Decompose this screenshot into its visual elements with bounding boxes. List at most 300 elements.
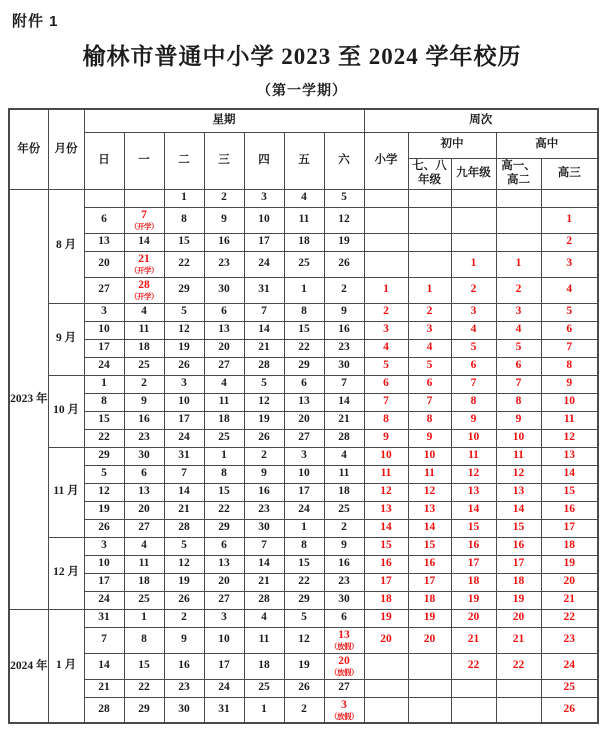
calendar-body	[9, 189, 598, 723]
date-cell: 3	[284, 447, 324, 465]
date-number: 20	[338, 655, 350, 668]
date-cell: 16	[244, 483, 284, 501]
date-cell	[124, 251, 164, 277]
week-number-cell: 13	[496, 483, 541, 501]
month-cell: 11 月	[48, 447, 84, 537]
calendar-row	[9, 411, 598, 429]
date-cell: 2	[164, 609, 204, 627]
date-cell: 20	[204, 573, 244, 591]
calendar-row	[9, 519, 598, 537]
date-cell: 20	[284, 411, 324, 429]
week-number-cell: 12	[541, 429, 598, 447]
date-cell: 13	[204, 555, 244, 573]
date-cell: 29	[284, 591, 324, 609]
date-cell: 25	[124, 357, 164, 375]
date-cell: 29	[164, 277, 204, 303]
week-number-cell: 3	[408, 321, 451, 339]
week-number-cell: 2	[541, 233, 598, 251]
week-number-cell: 25	[541, 679, 598, 697]
week-number-cell: 16	[408, 555, 451, 573]
header-day-wed: 三	[204, 132, 244, 189]
date-cell: 8	[164, 207, 204, 233]
date-cell: 6	[204, 303, 244, 321]
week-number-cell: 5	[364, 357, 408, 375]
header-day-thu: 四	[244, 132, 284, 189]
week-number-cell	[364, 697, 408, 723]
date-cell: 24	[84, 591, 124, 609]
date-cell: 28	[164, 519, 204, 537]
week-number-cell	[408, 189, 451, 207]
date-number: 13	[338, 629, 350, 642]
week-number-cell: 20	[408, 627, 451, 653]
date-cell: 23	[244, 501, 284, 519]
date-cell: 29	[124, 697, 164, 723]
calendar-row	[9, 501, 598, 519]
week-number-cell: 2	[451, 277, 496, 303]
date-cell	[324, 697, 364, 723]
date-cell: 31	[164, 447, 204, 465]
calendar-row	[9, 627, 598, 653]
calendar-table	[8, 108, 599, 724]
month-cell: 1 月	[48, 609, 84, 723]
header-grade-7-8: 七、八年级	[408, 158, 451, 189]
week-number-cell: 11	[496, 447, 541, 465]
date-cell: 20	[124, 501, 164, 519]
week-number-cell: 3	[364, 321, 408, 339]
date-note: （放假）	[330, 641, 358, 651]
week-number-cell: 17	[451, 555, 496, 573]
date-cell: 9	[164, 627, 204, 653]
date-cell: 1	[164, 189, 204, 207]
date-cell: 4	[204, 375, 244, 393]
header-weeknum-section: 周次	[364, 109, 598, 132]
calendar-row	[9, 189, 598, 207]
date-cell: 16	[324, 555, 364, 573]
date-cell: 27	[204, 357, 244, 375]
date-cell: 6	[124, 465, 164, 483]
week-number-cell: 7	[541, 339, 598, 357]
week-number-cell	[364, 653, 408, 679]
week-number-cell: 8	[451, 393, 496, 411]
date-cell: 2	[324, 519, 364, 537]
week-number-cell: 20	[364, 627, 408, 653]
week-number-cell: 16	[541, 501, 598, 519]
week-number-cell: 8	[364, 411, 408, 429]
date-cell: 7	[244, 537, 284, 555]
week-number-cell: 6	[541, 321, 598, 339]
date-cell: 22	[84, 429, 124, 447]
date-cell: 8	[204, 465, 244, 483]
date-cell: 5	[324, 189, 364, 207]
header-grade-9: 九年级	[451, 158, 496, 189]
date-cell: 3	[84, 303, 124, 321]
date-cell: 9	[324, 303, 364, 321]
date-cell: 24	[84, 357, 124, 375]
calendar-row	[9, 339, 598, 357]
date-cell: 27	[204, 591, 244, 609]
date-cell: 10	[244, 207, 284, 233]
week-number-cell: 15	[364, 537, 408, 555]
date-number: 21	[138, 253, 150, 266]
date-cell: 10	[204, 627, 244, 653]
date-cell: 11	[324, 465, 364, 483]
week-number-cell	[408, 679, 451, 697]
calendar-row	[9, 537, 598, 555]
week-number-cell: 16	[496, 537, 541, 555]
date-cell: 18	[204, 411, 244, 429]
date-cell: 9	[124, 393, 164, 411]
calendar-row	[9, 483, 598, 501]
week-number-cell	[496, 233, 541, 251]
date-cell: 5	[244, 375, 284, 393]
date-cell: 4	[244, 609, 284, 627]
date-cell: 4	[124, 303, 164, 321]
date-cell: 16	[204, 233, 244, 251]
date-cell: 21	[244, 339, 284, 357]
week-number-cell	[364, 233, 408, 251]
date-cell: 30	[124, 447, 164, 465]
date-cell: 17	[84, 339, 124, 357]
week-number-cell: 26	[541, 697, 598, 723]
week-number-cell: 22	[496, 653, 541, 679]
week-number-cell: 1	[496, 251, 541, 277]
week-number-cell: 21	[451, 627, 496, 653]
date-cell: 18	[284, 233, 324, 251]
date-cell: 21	[324, 411, 364, 429]
date-cell: 23	[124, 429, 164, 447]
week-number-cell: 20	[496, 609, 541, 627]
date-cell: 15	[124, 653, 164, 679]
week-number-cell: 1	[451, 251, 496, 277]
date-cell: 9	[244, 465, 284, 483]
date-cell: 15	[204, 483, 244, 501]
calendar-row	[9, 465, 598, 483]
date-cell: 14	[164, 483, 204, 501]
week-number-cell	[496, 679, 541, 697]
week-number-cell: 10	[408, 447, 451, 465]
date-cell: 23	[324, 573, 364, 591]
week-number-cell: 3	[541, 251, 598, 277]
week-number-cell: 5	[496, 339, 541, 357]
week-number-cell	[496, 207, 541, 233]
week-number-cell	[408, 207, 451, 233]
date-cell: 30	[164, 697, 204, 723]
date-cell: 14	[124, 233, 164, 251]
week-number-cell: 7	[451, 375, 496, 393]
calendar-row	[9, 609, 598, 627]
date-cell: 1	[124, 609, 164, 627]
date-cell: 13	[124, 483, 164, 501]
week-number-cell: 14	[541, 465, 598, 483]
date-cell: 7	[324, 375, 364, 393]
calendar-row	[9, 679, 598, 697]
date-cell: 6	[204, 537, 244, 555]
date-cell: 10	[284, 465, 324, 483]
week-number-cell	[496, 697, 541, 723]
month-cell: 10 月	[48, 375, 84, 447]
week-number-cell: 10	[451, 429, 496, 447]
header-month: 月份	[48, 109, 84, 189]
date-cell: 8	[124, 627, 164, 653]
week-number-cell	[451, 207, 496, 233]
week-number-cell: 8	[541, 357, 598, 375]
week-number-cell: 9	[541, 375, 598, 393]
date-cell: 19	[164, 339, 204, 357]
week-number-cell: 8	[408, 411, 451, 429]
week-number-cell: 14	[451, 501, 496, 519]
date-cell: 26	[244, 429, 284, 447]
date-cell: 17	[84, 573, 124, 591]
calendar-row	[9, 697, 598, 723]
date-cell: 16	[164, 653, 204, 679]
date-cell: 3	[84, 537, 124, 555]
date-cell: 5	[164, 537, 204, 555]
date-cell: 7	[164, 465, 204, 483]
date-cell: 14	[84, 653, 124, 679]
week-number-cell: 4	[541, 277, 598, 303]
date-cell: 13	[204, 321, 244, 339]
date-cell: 29	[204, 519, 244, 537]
week-number-cell	[496, 189, 541, 207]
week-number-cell: 11	[408, 465, 451, 483]
date-cell: 25	[244, 679, 284, 697]
week-number-cell: 7	[496, 375, 541, 393]
date-cell: 27	[84, 277, 124, 303]
week-number-cell: 18	[496, 573, 541, 591]
week-number-cell	[451, 189, 496, 207]
calendar-row	[9, 375, 598, 393]
date-cell: 31	[84, 609, 124, 627]
date-cell: 12	[284, 627, 324, 653]
week-number-cell: 23	[541, 627, 598, 653]
week-number-cell: 19	[364, 609, 408, 627]
date-cell: 5	[84, 465, 124, 483]
week-number-cell: 9	[408, 429, 451, 447]
date-cell: 4	[284, 189, 324, 207]
date-cell: 10	[84, 555, 124, 573]
date-cell: 8	[284, 537, 324, 555]
date-cell: 2	[244, 447, 284, 465]
date-cell	[124, 189, 164, 207]
week-number-cell: 19	[541, 555, 598, 573]
week-number-cell	[451, 233, 496, 251]
week-number-cell: 12	[408, 483, 451, 501]
date-cell: 17	[284, 483, 324, 501]
date-cell: 25	[284, 251, 324, 277]
date-cell: 1	[204, 447, 244, 465]
date-cell: 31	[244, 277, 284, 303]
date-cell: 4	[324, 447, 364, 465]
week-number-cell: 3	[496, 303, 541, 321]
week-number-cell: 5	[541, 303, 598, 321]
header-grade-12: 高三	[541, 158, 598, 189]
week-number-cell: 18	[541, 537, 598, 555]
date-cell: 1	[84, 375, 124, 393]
date-cell: 19	[84, 501, 124, 519]
week-number-cell: 17	[496, 555, 541, 573]
date-cell: 5	[164, 303, 204, 321]
page-title: 榆林市普通中小学 2023 至 2024 学年校历	[82, 44, 522, 69]
week-number-cell: 19	[496, 591, 541, 609]
week-number-cell: 14	[408, 519, 451, 537]
week-number-cell: 5	[451, 339, 496, 357]
date-cell: 16	[124, 411, 164, 429]
date-cell: 17	[244, 233, 284, 251]
week-number-cell: 18	[364, 591, 408, 609]
week-number-cell	[408, 233, 451, 251]
month-cell: 12 月	[48, 537, 84, 609]
week-number-cell: 4	[408, 339, 451, 357]
date-cell: 21	[84, 679, 124, 697]
week-number-cell: 9	[496, 411, 541, 429]
month-cell: 8 月	[48, 189, 84, 303]
calendar-row	[9, 447, 598, 465]
week-number-cell: 13	[451, 483, 496, 501]
week-number-cell	[364, 251, 408, 277]
calendar-row	[9, 573, 598, 591]
week-number-cell: 22	[541, 609, 598, 627]
date-cell: 18	[324, 483, 364, 501]
week-number-cell: 5	[408, 357, 451, 375]
week-number-cell: 6	[496, 357, 541, 375]
date-note: （放假）	[330, 667, 358, 677]
calendar-row	[9, 653, 598, 679]
header-day-mon: 一	[124, 132, 164, 189]
week-number-cell: 17	[364, 573, 408, 591]
date-cell: 15	[284, 555, 324, 573]
calendar-row	[9, 251, 598, 277]
week-number-cell: 6	[451, 357, 496, 375]
date-cell	[124, 277, 164, 303]
date-cell: 25	[324, 501, 364, 519]
date-cell: 19	[324, 233, 364, 251]
date-cell: 3	[164, 375, 204, 393]
date-cell: 14	[324, 393, 364, 411]
month-cell: 9 月	[48, 303, 84, 375]
week-number-cell	[364, 679, 408, 697]
week-number-cell	[451, 697, 496, 723]
date-cell: 12	[244, 393, 284, 411]
date-cell: 6	[324, 609, 364, 627]
week-number-cell: 24	[541, 653, 598, 679]
week-number-cell: 2	[364, 303, 408, 321]
date-cell: 22	[284, 339, 324, 357]
date-cell: 16	[324, 321, 364, 339]
date-cell: 7	[244, 303, 284, 321]
week-number-cell: 13	[408, 501, 451, 519]
week-number-cell: 12	[496, 465, 541, 483]
week-number-cell: 17	[541, 519, 598, 537]
week-number-cell: 16	[451, 537, 496, 555]
year-cell: 2024 年	[9, 609, 48, 723]
header-day-fri: 五	[284, 132, 324, 189]
header-grade-10-11: 高一、高二	[496, 158, 541, 189]
week-number-cell: 21	[541, 591, 598, 609]
week-number-cell	[408, 653, 451, 679]
week-number-cell: 2	[408, 303, 451, 321]
week-number-cell: 11	[541, 411, 598, 429]
week-number-cell: 8	[496, 393, 541, 411]
date-cell: 6	[284, 375, 324, 393]
week-number-cell: 4	[496, 321, 541, 339]
header-day-sat: 六	[324, 132, 364, 189]
date-cell: 15	[284, 321, 324, 339]
date-cell: 18	[124, 339, 164, 357]
header-day-tue: 二	[164, 132, 204, 189]
date-cell: 15	[164, 233, 204, 251]
date-note: （放假）	[330, 711, 358, 721]
date-cell: 28	[324, 429, 364, 447]
date-cell: 28	[244, 357, 284, 375]
date-cell: 13	[284, 393, 324, 411]
date-cell: 29	[84, 447, 124, 465]
date-cell: 17	[204, 653, 244, 679]
date-cell: 8	[284, 303, 324, 321]
date-cell: 23	[324, 339, 364, 357]
date-cell: 24	[284, 501, 324, 519]
date-cell	[324, 653, 364, 679]
date-cell: 26	[324, 251, 364, 277]
date-cell	[84, 189, 124, 207]
attachment-label: 附件 1	[12, 13, 59, 30]
week-number-cell: 4	[364, 339, 408, 357]
week-number-cell: 20	[451, 609, 496, 627]
week-number-cell: 15	[541, 483, 598, 501]
week-number-cell: 22	[451, 653, 496, 679]
header-year: 年份	[9, 109, 48, 189]
week-number-cell: 14	[364, 519, 408, 537]
week-number-cell: 9	[364, 429, 408, 447]
date-cell: 27	[284, 429, 324, 447]
date-cell: 29	[284, 357, 324, 375]
week-number-cell: 7	[364, 393, 408, 411]
date-cell	[124, 207, 164, 233]
date-number: 7	[141, 209, 147, 222]
date-cell: 30	[244, 519, 284, 537]
year-cell: 2023 年	[9, 189, 48, 609]
calendar-row	[9, 555, 598, 573]
header-week-section: 星期	[84, 109, 364, 132]
week-number-cell: 1	[541, 207, 598, 233]
date-cell: 18	[124, 573, 164, 591]
date-cell: 20	[84, 251, 124, 277]
calendar-row	[9, 303, 598, 321]
date-cell: 8	[84, 393, 124, 411]
calendar-row	[9, 207, 598, 233]
date-cell: 4	[124, 537, 164, 555]
week-number-cell: 13	[364, 501, 408, 519]
date-cell: 30	[324, 357, 364, 375]
week-number-cell: 11	[451, 447, 496, 465]
week-number-cell: 10	[364, 447, 408, 465]
date-cell: 27	[324, 679, 364, 697]
week-number-cell: 3	[451, 303, 496, 321]
date-cell: 31	[204, 697, 244, 723]
date-cell: 10	[84, 321, 124, 339]
date-cell: 26	[164, 591, 204, 609]
date-cell: 2	[284, 697, 324, 723]
week-number-cell: 12	[364, 483, 408, 501]
week-number-cell: 17	[408, 573, 451, 591]
date-cell: 24	[164, 429, 204, 447]
date-cell: 26	[84, 519, 124, 537]
week-number-cell: 20	[541, 573, 598, 591]
date-cell: 24	[204, 679, 244, 697]
week-number-cell: 15	[408, 537, 451, 555]
date-cell: 26	[164, 357, 204, 375]
date-cell: 2	[204, 189, 244, 207]
week-number-cell: 14	[496, 501, 541, 519]
